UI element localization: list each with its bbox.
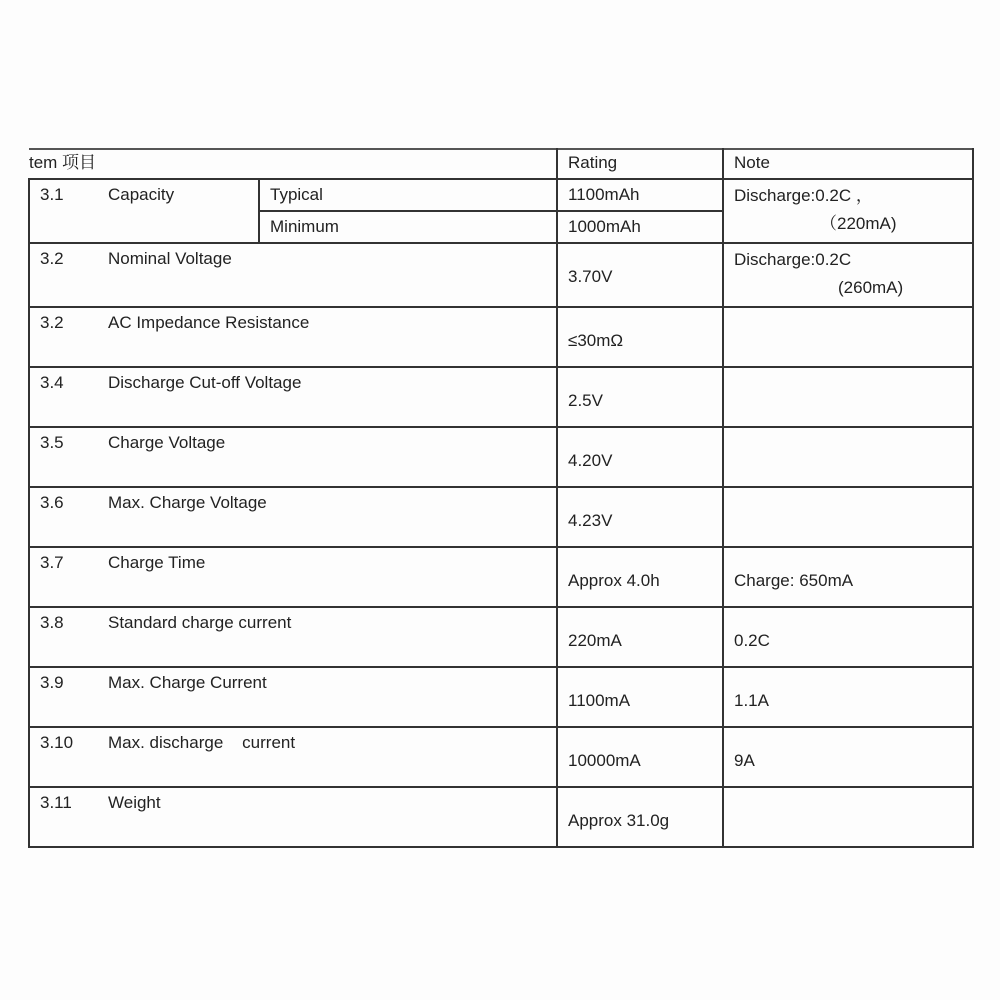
table-row-capacity-typical <box>29 179 973 211</box>
note-value <box>724 488 972 514</box>
rating-value: 4.20V <box>568 451 613 470</box>
item-cell <box>29 307 557 367</box>
item-cell <box>29 787 557 847</box>
header-rating-cell <box>557 149 723 179</box>
item-cell <box>29 367 557 427</box>
header-rating: Rating <box>568 153 618 172</box>
item-label: AC Impedance Resistance <box>108 313 310 332</box>
item-number: 3.4 <box>40 373 64 392</box>
item-cell <box>29 727 557 787</box>
item-number: 3.7 <box>40 553 64 572</box>
item-number: 3.11 <box>40 793 72 812</box>
note-cell <box>723 367 973 427</box>
table-row <box>29 243 973 307</box>
spec-table <box>28 148 974 848</box>
item-number: 3.8 <box>40 613 64 632</box>
table-row <box>29 667 973 727</box>
item-cell <box>29 487 557 547</box>
rating-value: 2.5V <box>568 391 603 410</box>
rating-value: 4.23V <box>568 511 613 530</box>
rating-cell <box>557 667 723 727</box>
capacity-typical-cell <box>259 179 557 211</box>
table-row <box>29 427 973 487</box>
rating-cell <box>557 487 723 547</box>
rating-cell <box>557 367 723 427</box>
note-cell <box>723 607 973 667</box>
note-value: 0.2C <box>734 631 770 650</box>
note-cell <box>723 487 973 547</box>
rating-value: 10000mA <box>568 751 641 770</box>
item-cell <box>29 243 557 307</box>
capacity-minimum-rating-cell <box>557 211 723 243</box>
note-cell <box>723 787 973 847</box>
header-note-cell <box>723 149 973 179</box>
rating-cell <box>557 547 723 607</box>
header-item: tem 项目 <box>29 153 97 172</box>
capacity-note-line2: （220mA) <box>820 214 897 233</box>
rating-cell <box>557 727 723 787</box>
note-cell <box>723 727 973 787</box>
item-number: 3.1 <box>40 185 64 204</box>
capacity-minimum-rating: 1000mAh <box>568 217 641 236</box>
rating-cell <box>557 427 723 487</box>
note-cell <box>723 547 973 607</box>
note-value <box>724 368 972 394</box>
table-row <box>29 367 973 427</box>
rating-value: 3.70V <box>568 267 613 286</box>
item-label: Weight <box>108 793 161 812</box>
capacity-note-cell <box>723 179 973 243</box>
header-note: Note <box>734 153 770 172</box>
rating-value: 220mA <box>568 631 622 650</box>
rating-value: Approx 31.0g <box>568 811 670 830</box>
note-value: 9A <box>734 751 755 770</box>
note-line1: Discharge:0.2C <box>734 250 852 269</box>
table-row <box>29 547 973 607</box>
note-cell <box>723 427 973 487</box>
note-value <box>724 788 972 814</box>
item-label: Nominal Voltage <box>108 249 232 268</box>
item-label: Standard charge current <box>108 613 292 632</box>
item-label: Charge Voltage <box>108 433 226 452</box>
capacity-minimum-label: Minimum <box>270 217 339 236</box>
item-label: Charge Time <box>108 553 206 572</box>
table-row <box>29 787 973 847</box>
rating-value: ≤30mΩ <box>568 331 624 350</box>
table-row <box>29 307 973 367</box>
rating-cell <box>557 307 723 367</box>
rating-value: 1100mA <box>568 691 631 710</box>
note-line2: (260mA) <box>838 278 904 297</box>
capacity-note-line1: Discharge:0.2C ， <box>734 186 873 205</box>
item-number: 3.10 <box>40 733 74 752</box>
item-number: 3.5 <box>40 433 64 452</box>
note-cell <box>723 667 973 727</box>
note-value <box>724 428 972 454</box>
note-cell <box>723 243 973 307</box>
item-cell <box>29 607 557 667</box>
capacity-typical-rating: 1100mAh <box>568 185 640 204</box>
table-row <box>29 487 973 547</box>
capacity-typical-rating-cell <box>557 179 723 211</box>
item-label: Capacity <box>108 185 175 204</box>
header-item-cell <box>29 149 557 179</box>
rating-cell <box>557 607 723 667</box>
rating-cell <box>557 787 723 847</box>
spec-sheet <box>28 148 972 851</box>
note-value <box>724 308 972 334</box>
item-cell <box>29 427 557 487</box>
rating-cell <box>557 243 723 307</box>
table-row <box>29 727 973 787</box>
item-label: Discharge Cut-off Voltage <box>108 373 302 392</box>
rating-value: Approx 4.0h <box>568 571 660 590</box>
capacity-minimum-cell <box>259 211 557 243</box>
item-cell <box>29 547 557 607</box>
item-number: 3.2 <box>40 249 64 268</box>
item-label: Max. Charge Voltage <box>108 493 267 512</box>
item-number: 3.9 <box>40 673 64 692</box>
capacity-item-cell <box>29 179 259 243</box>
item-number: 3.6 <box>40 493 64 512</box>
item-number: 3.2 <box>40 313 64 332</box>
note-value: Charge: 650mA <box>734 571 854 590</box>
note-cell <box>723 307 973 367</box>
item-label: Max. Charge Current <box>108 673 267 692</box>
note-value: 1.1A <box>734 691 769 710</box>
table-row <box>29 607 973 667</box>
item-label: Max. discharge current <box>108 733 296 752</box>
capacity-typical-label: Typical <box>270 185 323 204</box>
header-row <box>29 149 973 179</box>
item-cell <box>29 667 557 727</box>
